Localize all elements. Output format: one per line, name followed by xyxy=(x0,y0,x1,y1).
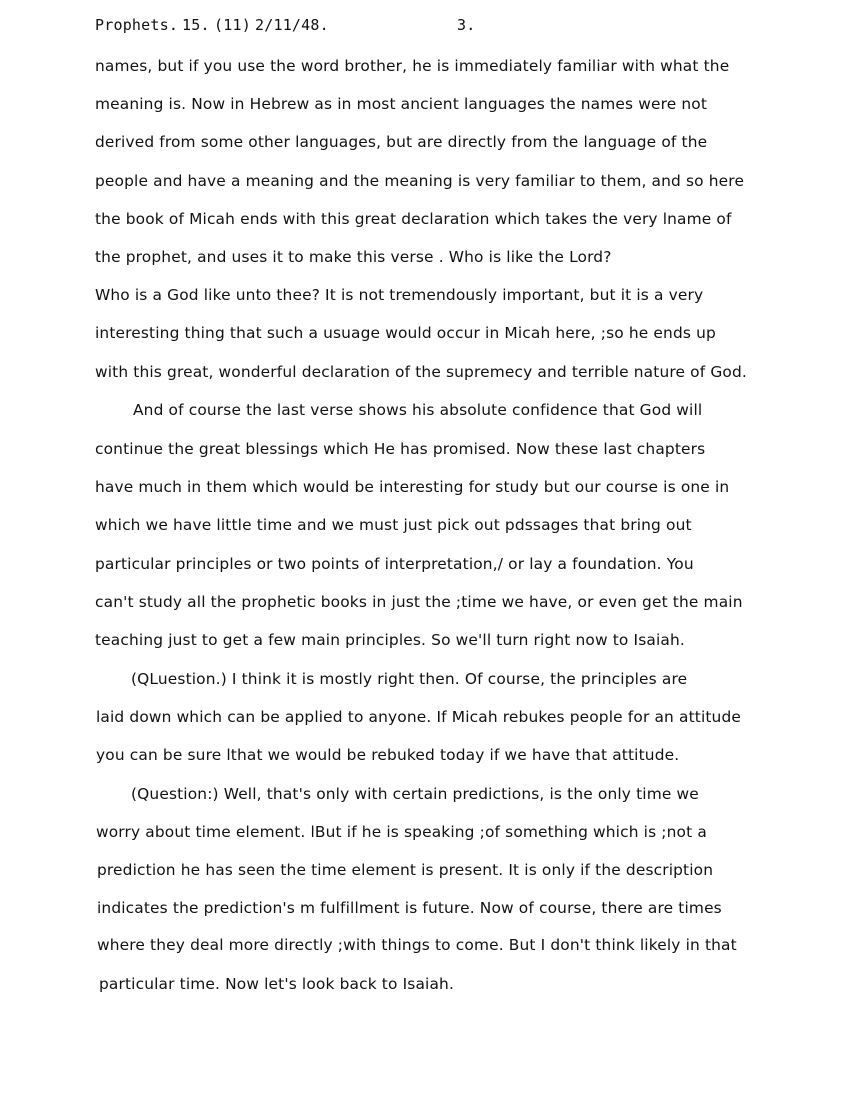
text-line: have much in them which would be interesting for study but our course is one in xyxy=(95,478,730,496)
text-line: (QLuestion.) I think it is mostly right then. Of course, the principles are xyxy=(131,670,688,688)
text-line: Who is a God like unto thee? It is not tremendously important, but it is a very xyxy=(95,286,704,304)
text-line: laid down which can be applied to anyone. If Micah rebukes people for an attitude xyxy=(96,708,741,726)
text-line: interesting thing that such a usuage would occur in Micah here, ;so he ends up xyxy=(95,324,716,342)
header-book: Prophets. xyxy=(95,16,179,34)
text-line: you can be sure lthat we would be rebuked today if we have that attitude. xyxy=(96,746,680,764)
text-line: prediction he has seen the time element is present. It is only if the description xyxy=(97,861,714,879)
text-line: And of course the last verse shows his absolute confidence that God will xyxy=(133,401,703,419)
header-lecture: 15. xyxy=(182,16,210,34)
text-line: with this great, wonderful declaration of the supremecy and terrible nature of God. xyxy=(95,363,747,381)
text-line: the prophet, and uses it to make this verse . Who is like the Lord? xyxy=(95,248,612,266)
text-line: indicates the prediction's m fulfillment is future. Now of course, there are times xyxy=(97,899,722,917)
page-number: 3. xyxy=(457,16,476,34)
text-line: can't study all the prophetic books in just the ;time we have, or even get the main xyxy=(95,593,743,611)
text-line: derived from some other languages, but are directly from the language of the xyxy=(95,133,708,151)
page-header xyxy=(95,16,795,38)
text-line: names, but if you use the word brother, he is immediately familiar with what the xyxy=(95,57,730,75)
text-line: particular time. Now let's look back to Isaiah. xyxy=(99,975,454,993)
text-line: continue the great blessings which He has promised. Now these last chapters xyxy=(95,440,706,458)
text-line: teaching just to get a few main principles. So we'll turn right now to Isaiah. xyxy=(95,631,685,649)
header-section: (11) xyxy=(214,16,251,34)
text-line: (Question:) Well, that's only with certain predictions, is the only time we xyxy=(131,785,699,803)
text-line: which we have little time and we must just pick out pdssages that bring out xyxy=(95,516,692,534)
text-line: meaning is. Now in Hebrew as in most ancient languages the names were not xyxy=(95,95,708,113)
text-line: where they deal more directly ;with things to come. But I don't think likely in that xyxy=(97,936,737,954)
text-line: the book of Micah ends with this great declaration which takes the very lname of xyxy=(95,210,732,228)
text-line: people and have a meaning and the meaning is very familiar to them, and so here xyxy=(95,172,745,190)
header-date: 2/11/48. xyxy=(255,16,329,34)
text-line: worry about time element. lBut if he is speaking ;of something which is ;not a xyxy=(96,823,707,841)
text-line: particular principles or two points of interpretation,/ or lay a foundation. You xyxy=(95,555,694,573)
